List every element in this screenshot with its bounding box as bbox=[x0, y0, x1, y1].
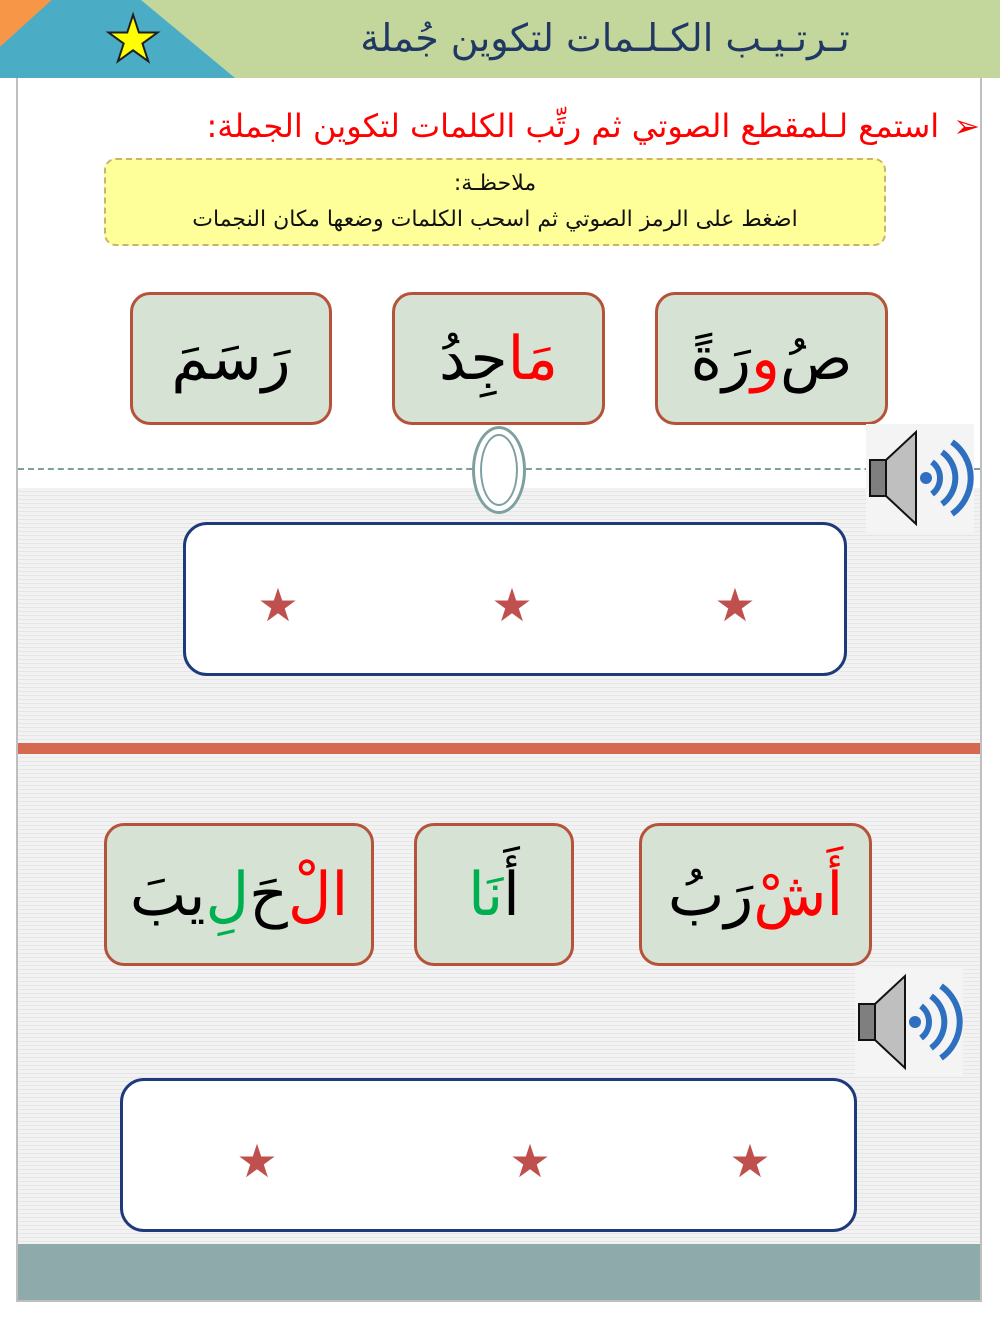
header-bar bbox=[0, 0, 1000, 78]
star-icon: ★ bbox=[104, 3, 162, 77]
word-card-6[interactable] bbox=[104, 823, 374, 966]
section-separator bbox=[18, 743, 980, 754]
instruction-text: استمع لـلمقطع الصوتي ثم رتِّب الكلمات لتكوين الجملة: bbox=[206, 107, 940, 145]
star-icon[interactable]: ★ bbox=[236, 1134, 278, 1188]
word-card-5[interactable] bbox=[414, 823, 574, 966]
word-segment: لِ bbox=[205, 859, 250, 930]
star-icon[interactable]: ★ bbox=[509, 1134, 551, 1188]
oval-handle-inner bbox=[480, 434, 518, 506]
page-title: تـرتـيـب الكـلـمات لتكوين جُملة bbox=[360, 16, 850, 60]
word-segment: مَا bbox=[507, 323, 559, 394]
word-card-4[interactable] bbox=[639, 823, 872, 966]
word-segment: أَ bbox=[503, 859, 520, 930]
word-card-3[interactable] bbox=[130, 292, 332, 425]
word-card-1[interactable] bbox=[655, 292, 888, 425]
speaker-icon[interactable] bbox=[866, 424, 974, 532]
word-segment: رَبُ bbox=[667, 859, 754, 930]
star-icon[interactable]: ★ bbox=[491, 578, 533, 632]
word-segment: جِدُ bbox=[439, 323, 508, 394]
word-segment: نَا bbox=[468, 859, 504, 930]
speaker-icon[interactable] bbox=[855, 968, 963, 1076]
arrow-bullet-icon: ➢ bbox=[953, 107, 980, 145]
word-segment: يبَ bbox=[129, 859, 206, 930]
star-icon[interactable]: ★ bbox=[257, 578, 299, 632]
word-segment: رَسَمَ bbox=[171, 323, 291, 394]
word-segment: الْ bbox=[287, 859, 349, 930]
note-title: ملاحظـة: bbox=[453, 171, 537, 196]
word-segment: أَ bbox=[826, 859, 844, 930]
word-segment: و bbox=[750, 323, 780, 394]
word-segment: حَ bbox=[249, 859, 288, 930]
note-body: اضغط على الرمز الصوتي ثم اسحب الكلمات وضعها مكان النجمات bbox=[192, 207, 798, 232]
star-icon[interactable]: ★ bbox=[714, 578, 756, 632]
word-card-2[interactable] bbox=[392, 292, 605, 425]
word-segment: شْ bbox=[753, 859, 827, 930]
instruction bbox=[100, 98, 980, 154]
star-icon[interactable]: ★ bbox=[729, 1134, 771, 1188]
note-box bbox=[104, 158, 886, 246]
word-segment: رَةً bbox=[690, 323, 751, 394]
word-segment: صُ bbox=[779, 323, 853, 394]
footer-bar bbox=[18, 1244, 980, 1300]
